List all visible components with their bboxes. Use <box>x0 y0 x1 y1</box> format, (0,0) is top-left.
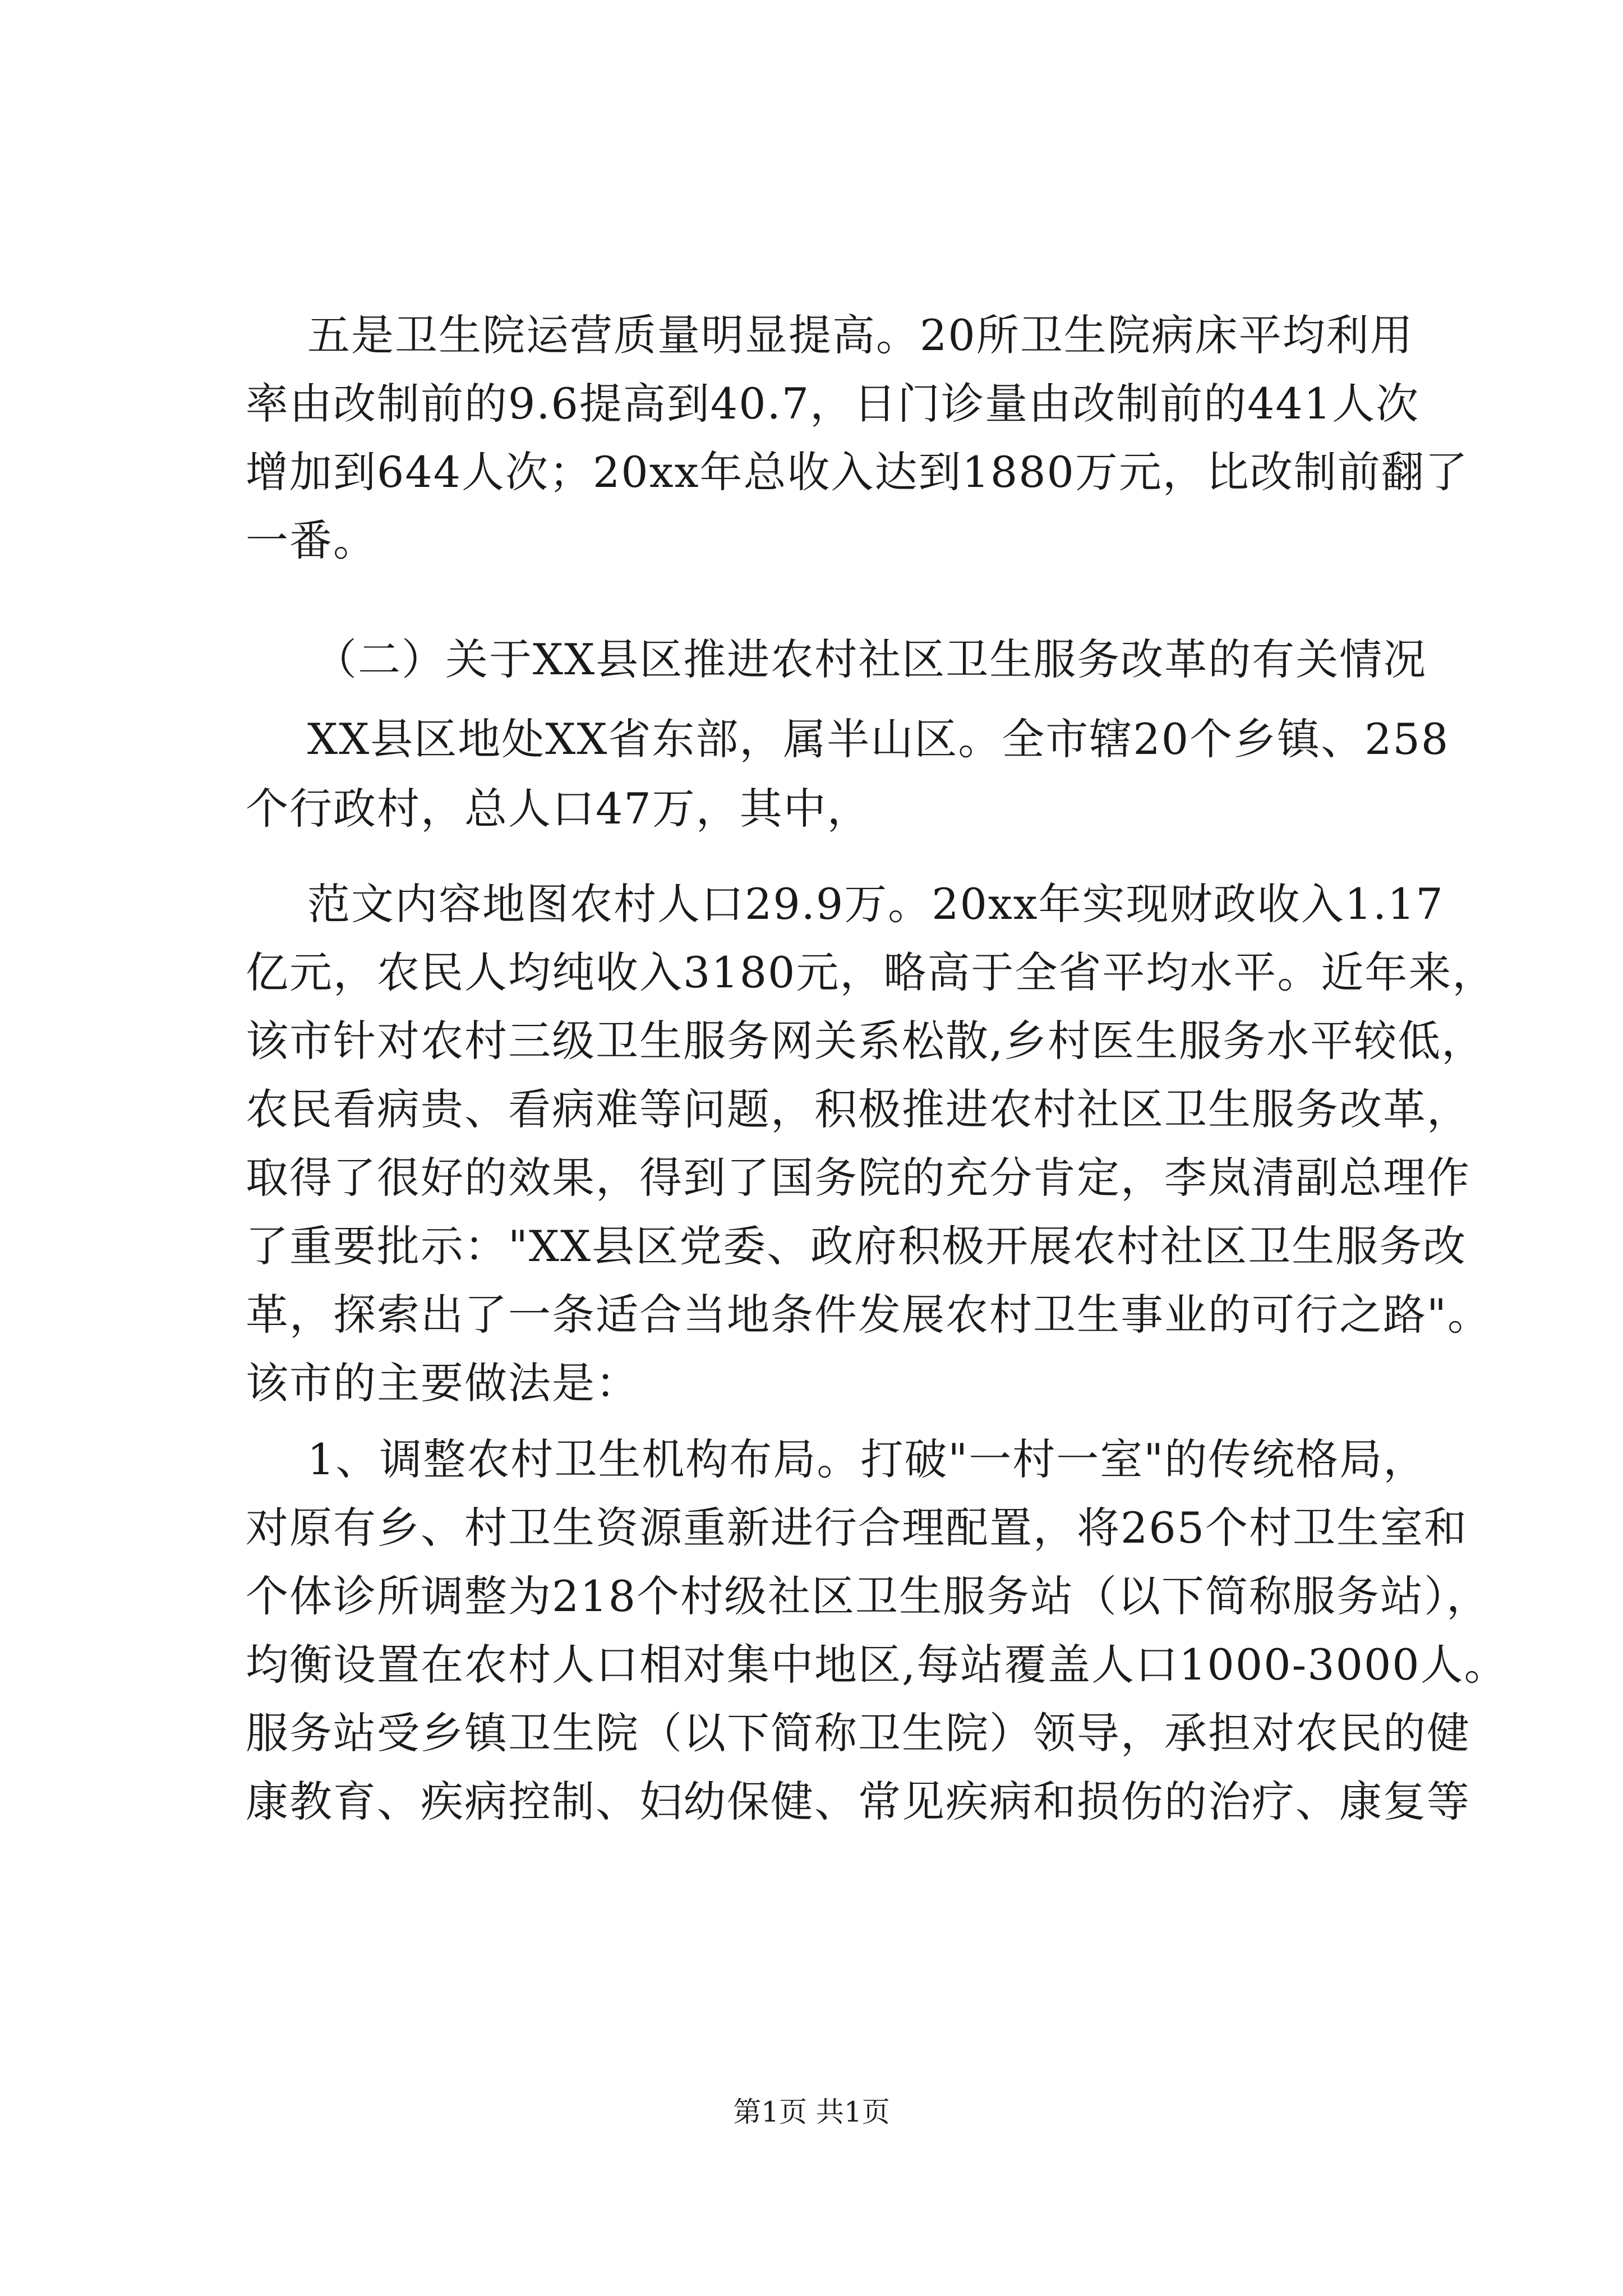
text-line: 农民看病贵、看病难等问题，积极推进农村社区卫生服务改革， <box>246 1084 1470 1134</box>
text-line: 个行政村，总人口47万，其中， <box>246 784 871 834</box>
text-line: 范文内容地图农村人口29.9万。20xx年实现财政收入1.17 <box>307 879 1444 929</box>
text-line: 五是卫生院运营质量明显提高。20所卫生院病床平均利用 <box>307 310 1414 360</box>
text-line: 1、调整农村卫生机构布局。打破"一村一室"的传统格局， <box>307 1434 1427 1484</box>
text-line: 对原有乡、村卫生资源重新进行合理配置，将265个村卫生室和 <box>246 1503 1468 1553</box>
text-line: XX县区地处XX省东部，属半山区。全市辖20个乡镇、258 <box>307 714 1450 764</box>
text-line: 革，探索出了一条适合当地条件发展农村卫生事业的可行之路"。 <box>246 1290 1491 1340</box>
text-line: 率由改制前的9.6提高到40.7，日门诊量由改制前的441人次 <box>246 379 1420 429</box>
text-line: 增加到644人次；20xx年总收入达到1880万元，比改制前翻了 <box>246 447 1469 497</box>
page-number-footer: 第1页 共1页 <box>733 2096 890 2128</box>
text-line: 该市针对农村三级卫生服务网关系松散,乡村医生服务水平较低， <box>246 1016 1486 1066</box>
text-line: 均衡设置在农村人口相对集中地区,每站覆盖人口1000-3000人。 <box>246 1640 1508 1690</box>
text-line: 服务站受乡镇卫生院（以下简称卫生院）领导，承担对农民的健 <box>246 1708 1470 1758</box>
text-line: 了重要批示："XX县区党委、政府积极开展农村社区卫生服务改 <box>246 1221 1467 1271</box>
section-heading: （二）关于XX县区推进农村社区卫生服务改革的有关情况 <box>314 634 1427 684</box>
text-line: 一番。 <box>246 516 377 565</box>
text-line: 康教育、疾病控制、妇幼保健、常见疾病和损伤的治疗、康复等 <box>246 1777 1470 1826</box>
text-line: 亿元，农民人均纯收入3180元，略高于全省平均水平。近年来， <box>246 947 1496 997</box>
text-line: 个体诊所调整为218个村级社区卫生服务站（以下简称服务站）， <box>246 1571 1491 1621</box>
text-line: 取得了很好的效果，得到了国务院的充分肯定，李岚清副总理作 <box>246 1153 1470 1203</box>
text-line: 该市的主要做法是： <box>246 1358 639 1408</box>
